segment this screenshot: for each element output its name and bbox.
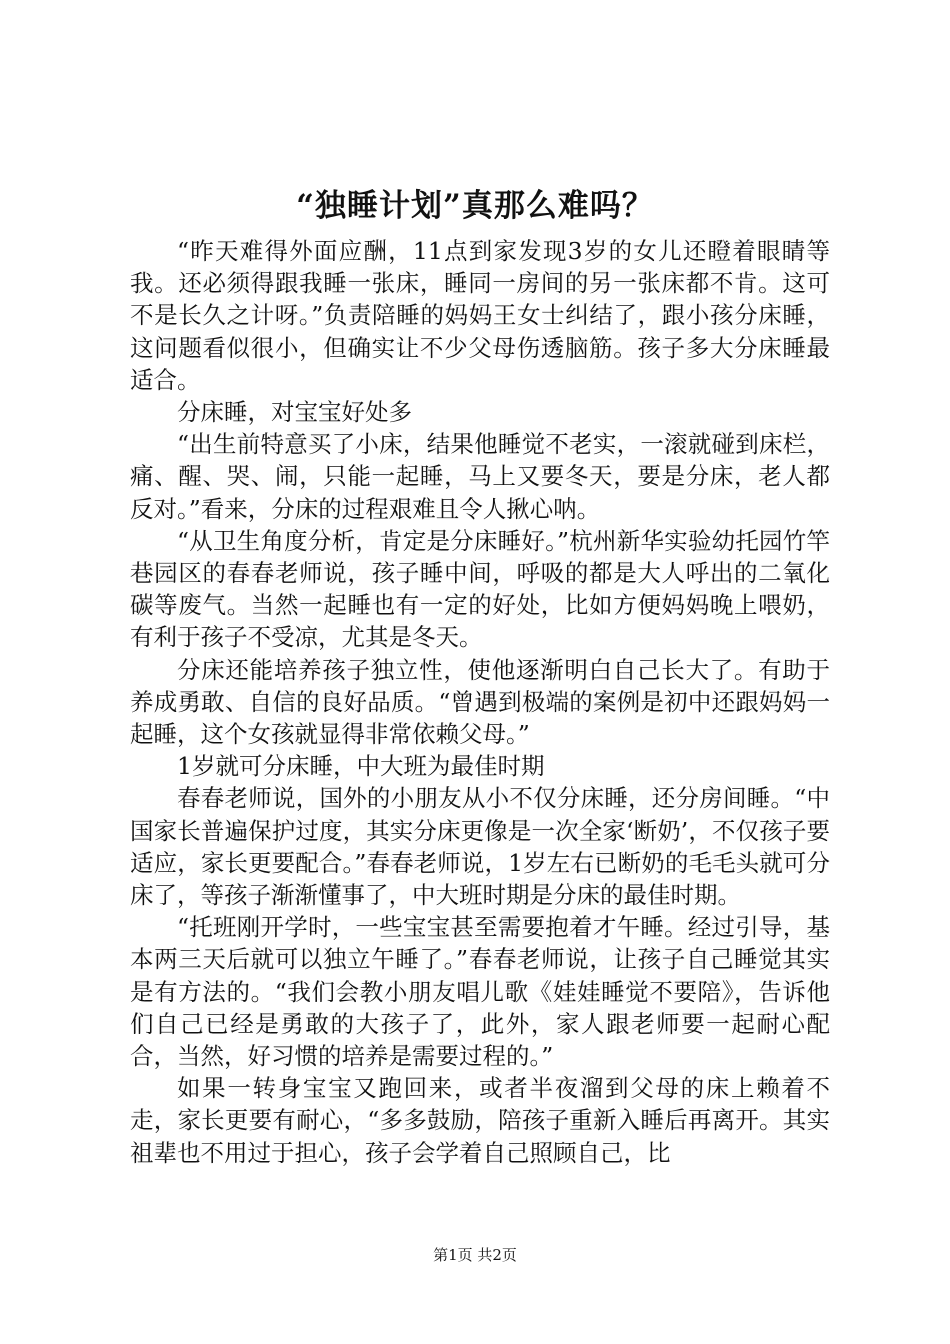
paragraph: “托班刚开学时，一些宝宝甚至需要抱着才午睡。经过引导，基本两三天后就可以独立午睡了。”春春老师说，让孩子自己睡觉其实是有方法的。“我们会教小朋友唱儿歌《娃娃睡觉不要陪》，告诉他们自己已经是勇敢的大孩子了，此外，家人跟老师要一起耐心配合，当然，好习惯的培养是需要过程的。”	[130, 913, 830, 1071]
page-footer: 第1页 共2页	[433, 1246, 517, 1264]
paragraph: 如果一转身宝宝又跑回来，或者半夜溜到父母的床上赖着不走，家长更要有耐心，“多多鼓励，陪孩子重新入睡后再离开。其实祖辈也不用过于担心，孩子会学着自己照顾自己，比	[130, 1074, 830, 1167]
document-body	[130, 235, 830, 1169]
document-title: “独睡计划”真那么难吗？	[296, 188, 654, 224]
section-heading: 1岁就可分床睡，中大班为最佳时期	[177, 752, 545, 781]
paragraph: “从卫生角度分析，肯定是分床睡好。”杭州新华实验幼托园竹竿巷园区的春春老师说，孩子睡中间，呼吸的都是大人呼出的二氧化碳等废气。当然一起睡也有一定的好处，比如方便妈妈晚上喂奶，有利于孩子不受凉，尤其是冬天。	[130, 526, 830, 652]
section-heading: 分床睡，对宝宝好处多	[177, 398, 412, 427]
paragraph: 分床还能培养孩子独立性，使他逐渐明白自己长大了。有助于养成勇敢、自信的良好品质。“曾遇到极端的案例是初中还跟妈妈一起睡，这个女孩就显得非常依赖父母。”	[130, 655, 830, 749]
paragraph: “出生前特意买了小床，结果他睡觉不老实，一滚就碰到床栏，痛、醒、哭、闹，只能一起睡，马上又要冬天，要是分床，老人都反对。”看来，分床的过程艰难且令人揪心呐。	[130, 430, 830, 523]
paragraph: “昨天难得外面应酬，11点到家发现3岁的女儿还瞪着眼睛等我。还必须得跟我睡一张床，睡同一房间的另一张床都不肯。这可不是长久之计呀。”负责陪睡的妈妈王女士纠结了，跟小孩分床睡，这问题看似很小，但确实让不少父母伤透脑筋。孩子多大分床睡最适合。	[130, 237, 830, 394]
paragraph: 春春老师说，国外的小朋友从小不仅分床睡，还分房间睡。“中国家长普遍保护过度，其实分床更像是一次全家‘断奶’，不仅孩子要适应，家长更要配合。”春春老师说，1岁左右已断奶的毛毛头就可分床了，等孩子渐渐懂事了，中大班时期是分床的最佳时期。	[130, 784, 830, 910]
